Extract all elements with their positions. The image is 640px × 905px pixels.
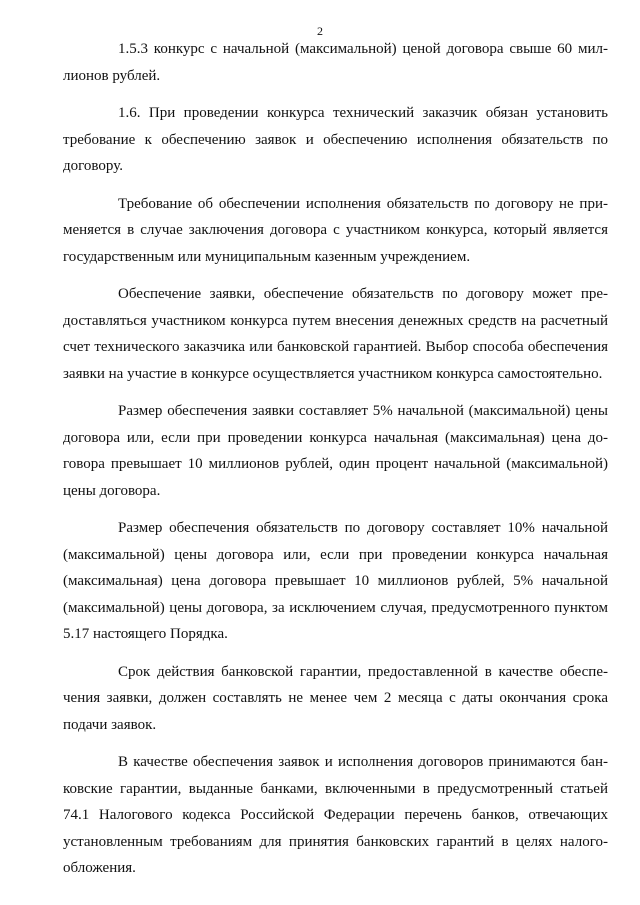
paragraph-security-methods: Обеспечение заявки, обеспечение обязательств по договору может предоставляться участником конкурса путем внесения денежных средств на расчетный счет технического заказчика или банковской гарантией. Выбор способа обеспечения заявки на участие в конкурсе осуществляется участником конкурса самостоятельно. xyxy=(63,286,608,382)
paragraph-accepted-guarantees: В качестве обеспечения заявок и исполнения договоров принимаются банковские гарантии, выданные банками, включенными в предусмотренный статьей 74.1 Налогового кодекса Российской Федерации перечень банков, отвечающих установленным требованиям для принятия банковских гарантий в целях налогообложения. xyxy=(63,754,608,876)
page-number: 2 xyxy=(317,24,323,38)
paragraph-1-5-3: 1.5.3 конкурс с начальной (максимальной) ценой договора свыше 60 миллионов рублей. xyxy=(63,41,608,84)
paragraph-1-6: 1.6. При проведении конкурса технический заказчик обязан установить требование к обеспечению заявок и обеспечению исполнения обязательств по договору. xyxy=(63,105,608,174)
paragraph-guarantee-term: Срок действия банковской гарантии, предоставленной в качестве обеспечения заявки, должен составлять не менее чем 2 месяца с даты окончания срока подачи заявок. xyxy=(63,663,608,733)
paragraph-obligation-requirement: Требование об обеспечении исполнения обязательств по договору не применяется в случае заключения договора с участником конкурса, который является государственным или муниципальным казенным учреждением. xyxy=(63,195,608,265)
paragraph-bid-security-amount: Размер обеспечения заявки составляет 5% начальной (максимальной) цены договора или, если при проведении конкурса начальная (максимальная) цена договора превышает 10 миллионов рублей, один процент начальной (максимальной) цены договора. xyxy=(63,403,608,499)
document-body xyxy=(63,36,608,882)
paragraph-contract-security-amount: Размер обеспечения обязательств по договору составляет 10% начальной (максимальной) цены договора или, если при проведении конкурса начальная (максимальная) цена договора превышает 10 миллионов рублей, 5% начальной (максимальной) цены договора, за исключением случая, предусмотренного пунктом 5.17 настоящего Порядка. xyxy=(63,520,608,642)
